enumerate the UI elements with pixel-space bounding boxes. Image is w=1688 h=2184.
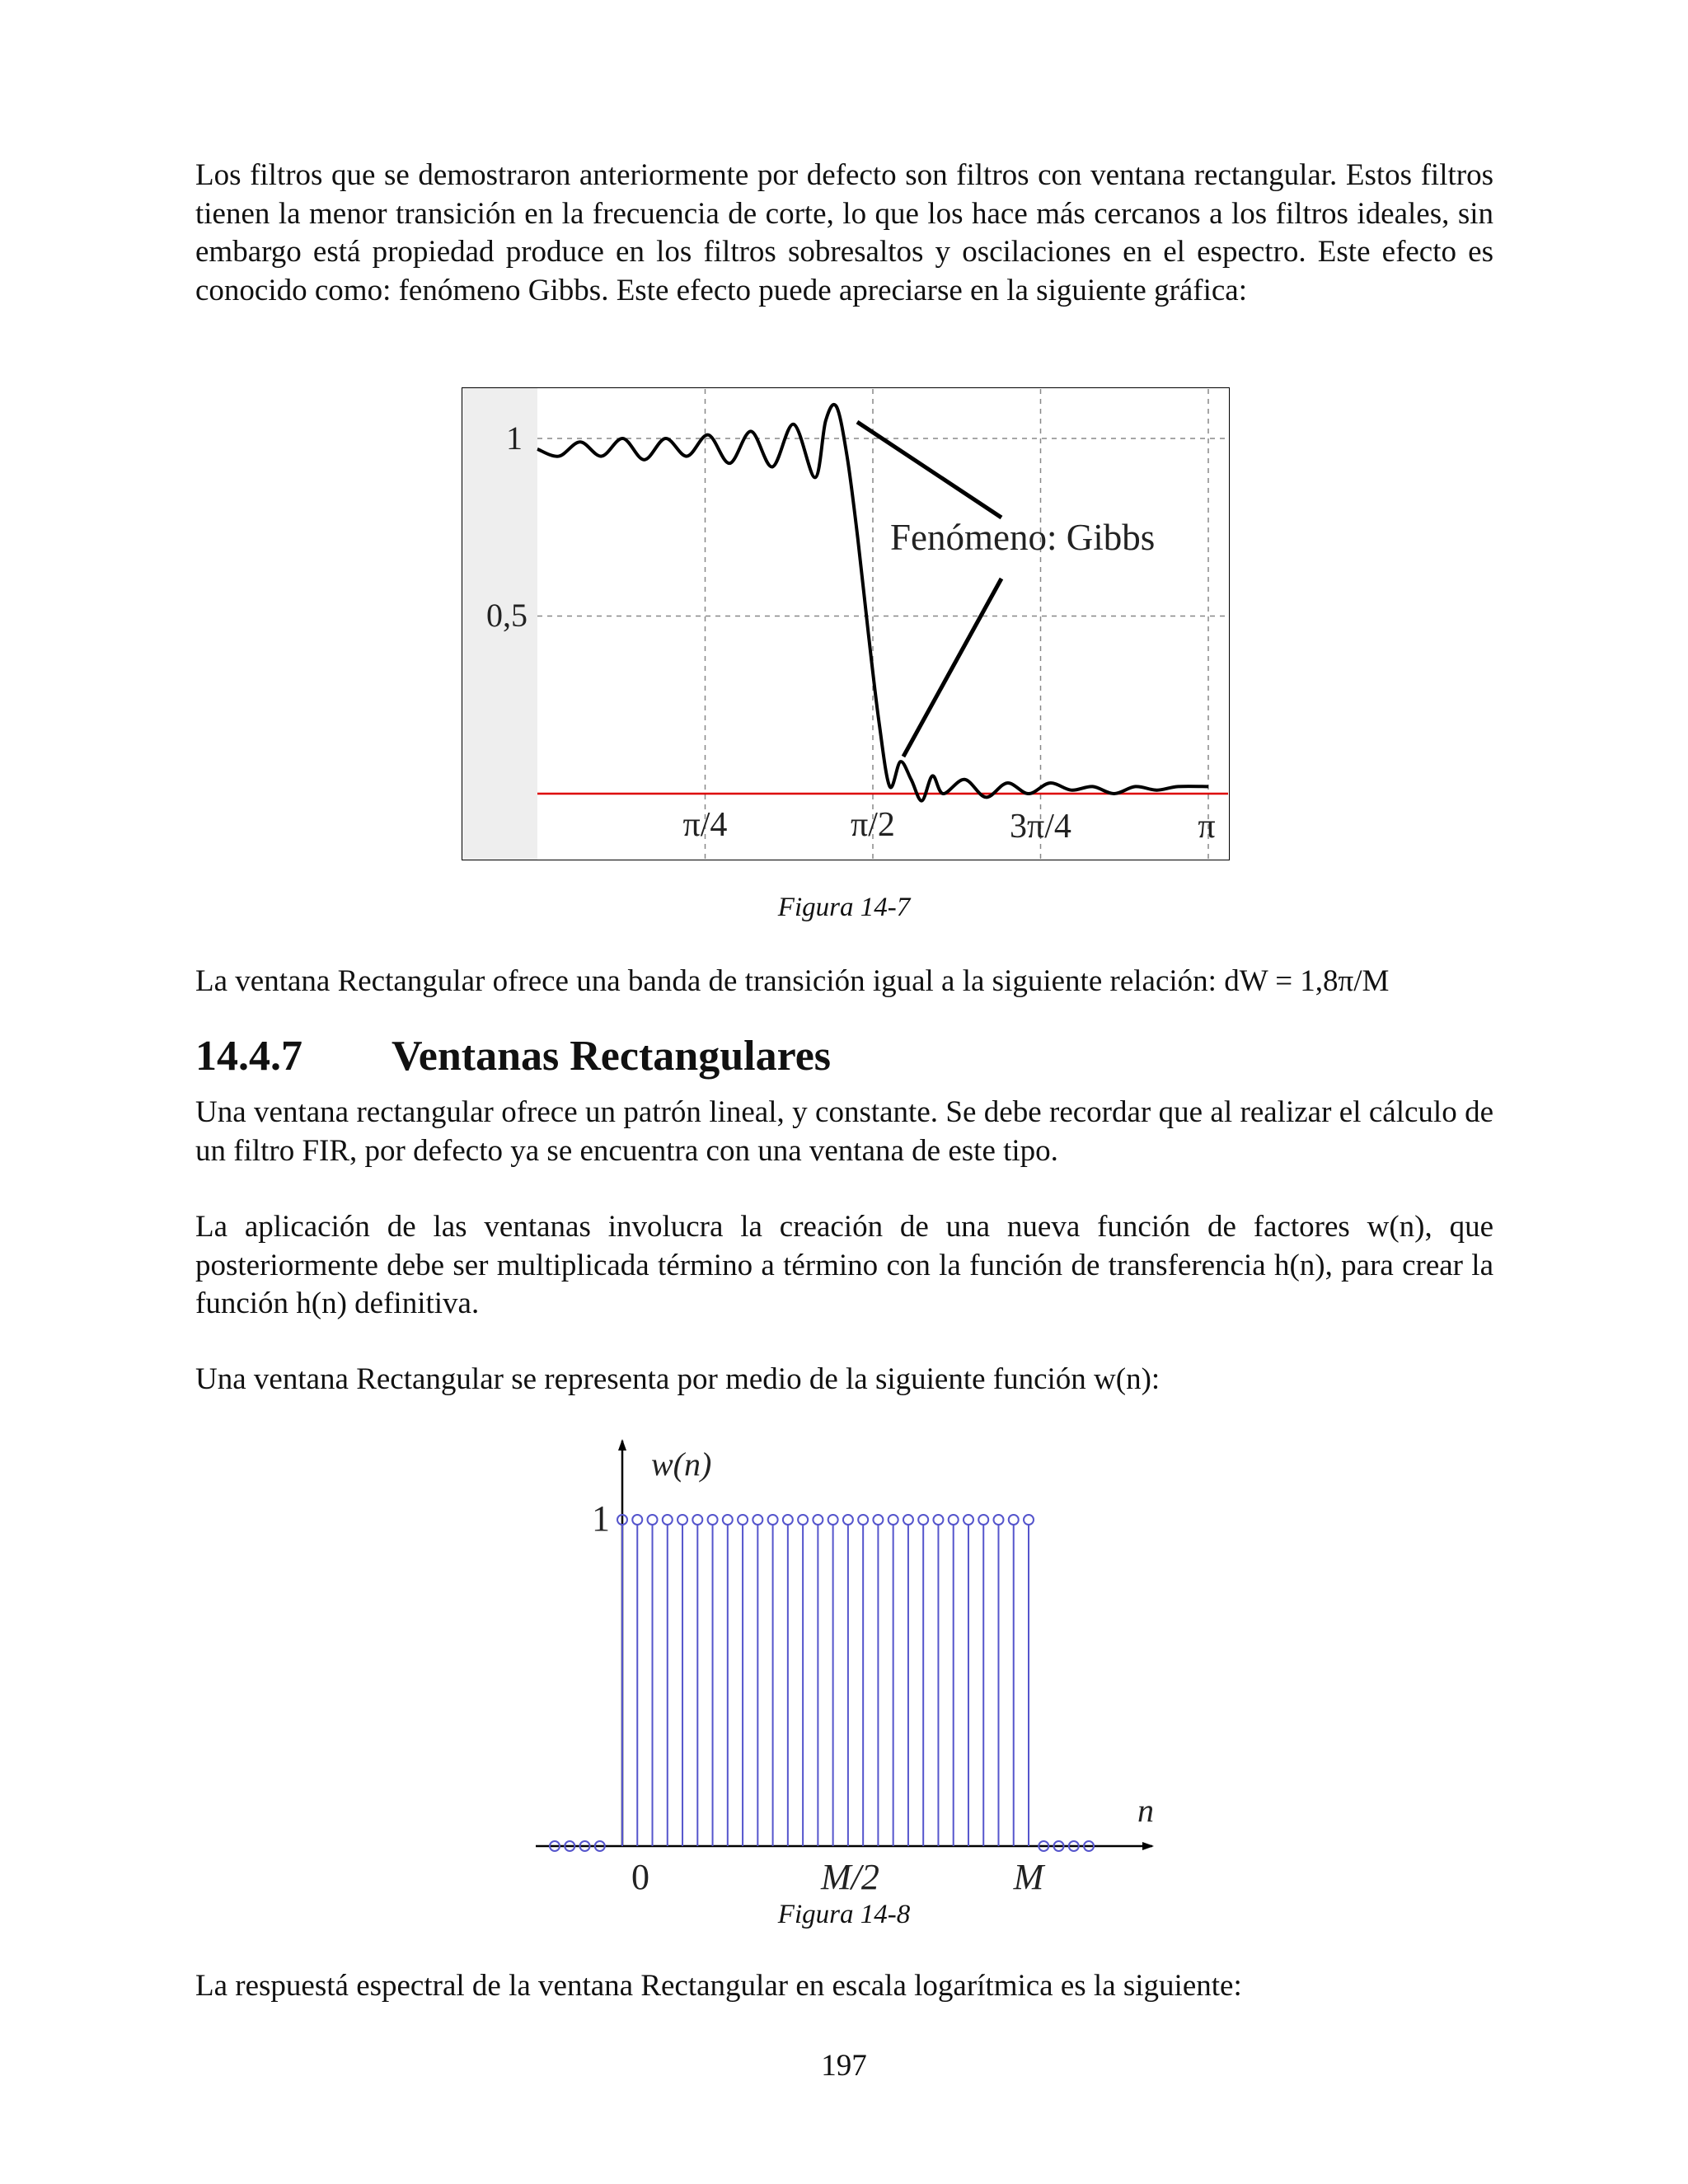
- stem-marker: [1009, 1515, 1019, 1525]
- stem-marker: [738, 1515, 748, 1525]
- stem-marker: [978, 1515, 988, 1525]
- chart-frame: [462, 387, 1230, 860]
- y-tick-label-1: 1: [506, 419, 523, 457]
- stem-marker: [828, 1515, 838, 1525]
- stem-marker: [692, 1515, 702, 1525]
- stem-marker: [889, 1515, 898, 1525]
- section-number: 14.4.7: [195, 1033, 302, 1080]
- stem-marker: [753, 1515, 762, 1525]
- stem-marker: [678, 1515, 687, 1525]
- stem-marker: [783, 1515, 793, 1525]
- figure-caption-14-8: Figura 14-8: [777, 1900, 911, 1929]
- stem-marker: [798, 1515, 808, 1525]
- stem-marker: [949, 1515, 959, 1525]
- x-tick-label-pi-over-2: π/2: [851, 806, 895, 844]
- y-tick-label-0-5: 0,5: [486, 597, 528, 634]
- intro-paragraph: Los filtros que se demostraron anteriormente por defecto son filtros con ventana rectangular. Estos filtros tienen la menor transición en la frecuencia de corte, lo que los hace más cercanos a los filtros ideales, sin embargo está propiedad produce en los filtros sobresaltos y oscilaciones en el espectro. Este efecto es conocido como: fenómeno Gibbs. Este efecto puede apreciarse en la siguiente gráfica:: [195, 158, 1493, 307]
- stem-marker: [1024, 1515, 1034, 1525]
- spectral-response-paragraph: La respuestá espectral de la ventana Rectangular en escala logarítmica es la siguiente:: [195, 1969, 1242, 2003]
- section-heading: [195, 1032, 831, 1080]
- y-tick-label-1: 1: [592, 1498, 610, 1539]
- stem-marker: [993, 1515, 1003, 1525]
- window-function-intro-paragraph: Una ventana Rectangular se representa por medio de la siguiente función w(n):: [195, 1362, 1160, 1396]
- x-tick-label-m: M: [1013, 1857, 1044, 1897]
- window-application-paragraph: La aplicación de las ventanas involucra la creación de una nueva función de factores w(n), que posteriormente debe ser multiplicada término a término con la función de transferencia h(n), para crear la función h(n) definitiva.: [195, 1210, 1493, 1320]
- rectangular-window-chart: [528, 1434, 1162, 1904]
- stem-marker: [933, 1515, 943, 1525]
- stem-marker: [873, 1515, 883, 1525]
- stem-marker: [648, 1515, 658, 1525]
- x-axis-label: n: [1137, 1792, 1154, 1829]
- figure-caption-14-7: Figura 14-7: [777, 893, 911, 922]
- page-number: 197: [821, 2049, 867, 2083]
- x-tick-label-pi-over-4: π/4: [682, 806, 728, 844]
- stem-marker: [843, 1515, 853, 1525]
- stem-marker: [858, 1515, 868, 1525]
- stem-marker: [708, 1515, 718, 1525]
- stem-marker: [663, 1515, 673, 1525]
- stem-marker: [632, 1515, 642, 1525]
- section-title: Ventanas Rectangulares: [392, 1033, 832, 1080]
- stem-marker: [964, 1515, 973, 1525]
- x-tick-label-0: 0: [631, 1857, 649, 1897]
- x-tick-label-m-half: M/2: [821, 1857, 879, 1897]
- transition-band-paragraph: La ventana Rectangular ofrece una banda de transición igual a la siguiente relación: dW = 1,8π/M: [195, 964, 1390, 998]
- x-tick-label-pi: π: [1198, 808, 1216, 846]
- gibbs-chart: [462, 387, 1230, 860]
- stem-series: [550, 1515, 1094, 1851]
- gibbs-annotation: Fenómeno: Gibbs: [890, 517, 1156, 558]
- stem-marker: [813, 1515, 823, 1525]
- x-tick-label-3pi-over-4: 3π/4: [1010, 808, 1071, 846]
- stem-marker: [723, 1515, 733, 1525]
- y-axis-label: w(n): [651, 1446, 712, 1483]
- stem-marker: [903, 1515, 913, 1525]
- stem-marker: [768, 1515, 778, 1525]
- rectangular-window-paragraph: Una ventana rectangular ofrece un patrón lineal, y constante. Se debe recordar que al realizar el cálculo de un filtro FIR, por defecto ya se encuentra con una ventana de este tipo.: [195, 1095, 1493, 1168]
- stem-marker: [918, 1515, 928, 1525]
